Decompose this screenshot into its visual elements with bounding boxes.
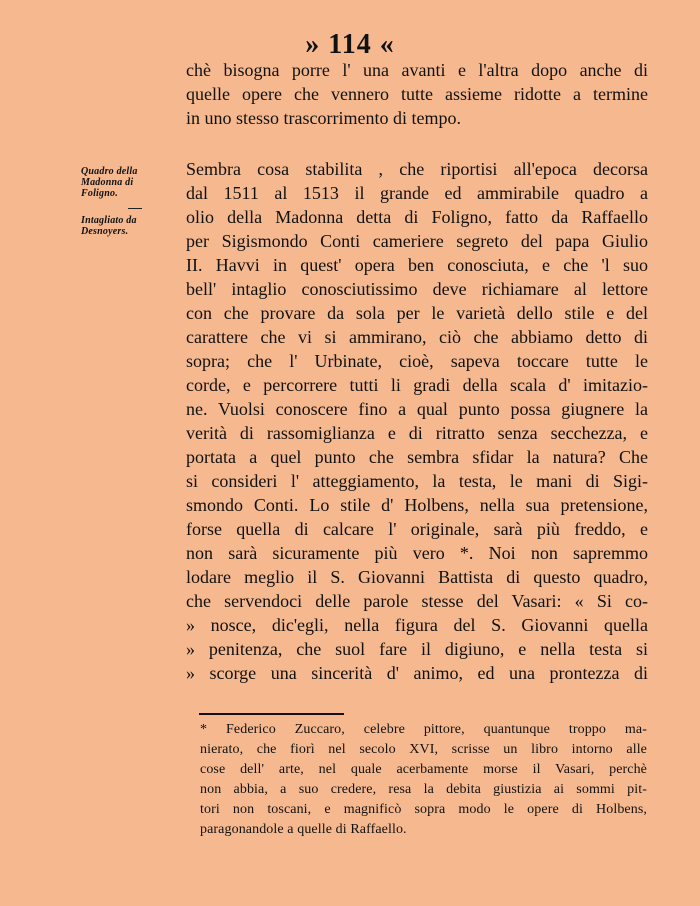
text-line: portata a quel punto che sembra sfidar la natura? Che	[186, 447, 648, 467]
text-line: si consideri l' atteggiamento, la testa, le mani di Sigi-	[186, 471, 648, 491]
footnote-line: non abbia, a suo credere, resa la debita giustizia ai sommi pit-	[200, 782, 647, 797]
marginal-note-line: Intagliato da	[81, 215, 137, 226]
text-line: forse quella di calcare l' originale, sarà più freddo, e	[186, 519, 648, 539]
body-paragraph-1	[186, 58, 648, 130]
text-line: in uno stesso trascorrimento di tempo.	[186, 108, 461, 128]
text-line: verità di rassomiglianza e di ritratto senza secchezza, e	[186, 423, 648, 443]
footnote-line: tori non toscani, e magnificò sopra modo le opere di Holbens,	[200, 802, 647, 817]
footnote-line: * Federico Zuccaro, celebre pittore, quantunque troppo ma-	[200, 722, 647, 737]
text-line: carattere che vi si ammirano, ciò che abbiamo detto di	[186, 327, 648, 347]
footnote-line: cose dell' arte, nel quale acerbamente morse il Vasari, perchè	[200, 762, 647, 777]
text-line: » nosce, dic'egli, nella figura del S. Giovanni quella	[186, 615, 648, 635]
marginal-note-line: Madonna di	[81, 177, 134, 188]
text-line: corde, e percorrere tutti li gradi della scala d' imitazio-	[186, 375, 648, 395]
marginal-separator	[128, 208, 142, 209]
text-line: II. Havvi in quest' opera ben conosciuta, e che 'l suo	[186, 255, 648, 275]
text-line: Sembra cosa stabilita , che riportisi all'epoca decorsa	[186, 159, 648, 179]
text-line: ne. Vuolsi conoscere fino a qual punto possa giugnere la	[186, 399, 648, 419]
text-line: per Sigismondo Conti cameriere segreto del papa Giulio	[186, 231, 648, 251]
text-line: olio della Madonna detta di Foligno, fatto da Raffaello	[186, 207, 648, 227]
text-line: quelle opere che vennero tutte assieme ridotte a termine	[186, 84, 648, 104]
footnote	[200, 720, 647, 840]
marginal-note-line: Desnoyers.	[81, 226, 129, 237]
marginal-note-intagliato	[81, 215, 179, 237]
text-line: » scorge una sincerità d' animo, ed una prontezza di	[186, 663, 648, 683]
text-line: sopra; che l' Urbinate, cioè, sapeva toccare tutte le	[186, 351, 648, 371]
text-line: non sarà sicuramente più vero *. Noi non sapremmo	[186, 543, 648, 563]
body-paragraph-2	[186, 157, 648, 685]
marginal-note-line: Quadro della	[81, 166, 138, 177]
marginal-note-line: Foligno.	[81, 188, 118, 199]
text-line: con che provare da sola per le varietà dello stile e del	[186, 303, 648, 323]
text-line: dal 1511 al 1513 il grande ed ammirabile quadro a	[186, 183, 648, 203]
text-line: » penitenza, che suol fare il digiuno, e nella testa si	[186, 639, 648, 659]
footnote-line: nierato, che fiorì nel secolo XVI, scrisse un libro intorno alle	[200, 742, 647, 757]
text-line: smondo Conti. Lo stile d' Holbens, nella sua pretensione,	[186, 495, 648, 515]
page-number: » 114 «	[305, 29, 395, 60]
page-header	[0, 28, 700, 62]
footnote-rule	[199, 713, 344, 715]
footnote-line: paragonandole a quelle di Raffaello.	[200, 822, 407, 837]
marginal-note-madonna-di-foligno	[81, 166, 179, 199]
text-line: lodare meglio il S. Giovanni Battista di questo quadro,	[186, 567, 648, 587]
text-line: che servendoci delle parole stesse del Vasari: « Si co-	[186, 591, 648, 611]
text-line: chè bisogna porre l' una avanti e l'altra dopo anche di	[186, 60, 648, 80]
text-line: bell' intaglio conosciutissimo deve richiamare al lettore	[186, 279, 648, 299]
